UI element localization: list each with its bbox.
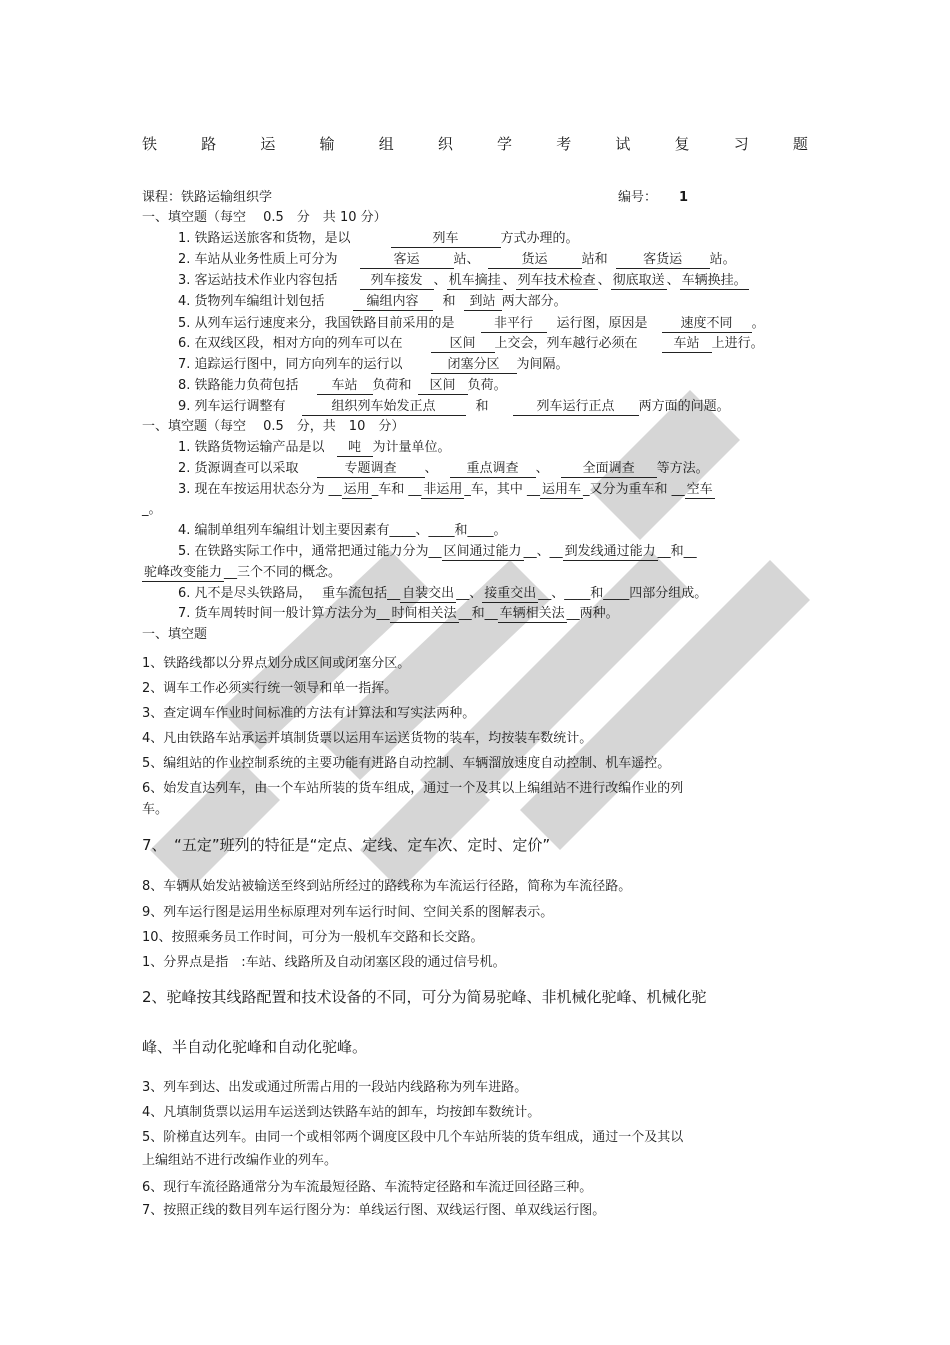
question-p4: 4. 编制单组列车编组计划主要因素有____、____和____。: [178, 523, 507, 538]
answer-blank: 驼峰改变能力: [144, 565, 223, 580]
q-text: 7. 货车周转时间一般计算方法分为__: [178, 606, 390, 621]
q-text: 站和: [581, 252, 608, 267]
answer-blank: 编组内容: [353, 294, 433, 311]
q-text: 3. 客运站技术作业内容包括: [178, 273, 338, 288]
q-text: 、: [535, 461, 549, 476]
statement: 6、始发直达列车，由一个车站所装的货车组成，通过一个及其以上编组站不进行改编作业的列: [142, 781, 684, 796]
q-text: 等方法。: [656, 461, 709, 476]
q-text: 负荷和: [372, 378, 412, 393]
q-text: 两大部分。: [501, 294, 567, 309]
q-text: 5. 从列车运行速度来分，我国铁路目前采用的是: [178, 316, 455, 331]
q-text: 3. 现在车按运用状态分为 __: [178, 482, 342, 497]
statement: 1、分界点是指 :车站、线路所及自动闭塞区段的通过信号机。: [142, 955, 506, 970]
q-text: __和__: [657, 544, 697, 559]
q-text: _车和 __: [371, 482, 422, 497]
q-text: 站、: [453, 252, 480, 267]
question-p1: [178, 439, 451, 457]
q-text: 。: [751, 316, 765, 331]
q-text: 2. 货源调查可以采取: [178, 461, 299, 476]
q-text: __和__: [458, 606, 498, 621]
title-char: 运: [260, 135, 276, 153]
statement: 3、列车到达、出发或通过所需占用的一段站内线路称为列车进路。: [142, 1080, 528, 1095]
title-char: 织: [437, 135, 453, 153]
answer-blank: 货运: [488, 252, 582, 269]
question-6: [178, 335, 764, 353]
code-label: [618, 189, 688, 207]
section-heading-1: 一、填空题（每空 0.5 分 共 10 分）: [142, 210, 387, 225]
q-text: 6. 凡不是尽头铁路局， 重车流包括__: [178, 586, 401, 601]
q-text: 8. 铁路能力负荷包括: [178, 378, 299, 393]
answer-blank: 彻底取送: [612, 273, 665, 288]
q-text: 5. 在铁路实际工作中，通常把通过能力分为__: [178, 544, 442, 559]
answer-blank: 非平行: [481, 316, 547, 333]
question-4: [178, 293, 567, 311]
statement: 峰、半自动化驼峰和自动化驼峰。: [142, 1038, 368, 1056]
answer-blank: 空车: [686, 482, 713, 497]
answer-blank: 区间: [418, 378, 468, 395]
question-1: [178, 230, 579, 248]
question-p5: [178, 543, 697, 561]
answer-blank: 自装交出: [402, 586, 455, 601]
answer-blank: 车站: [317, 378, 373, 395]
q-text: 、: [424, 461, 438, 476]
statement: 5、编组站的作业控制系统的主要功能有进路自动控制、车辆溜放速度自动控制、机车遥控。: [142, 756, 671, 771]
title-char: 输: [319, 135, 335, 153]
q-text: 上进行。: [711, 336, 764, 351]
statement: 5、阶梯直达列车。由同一个或相邻两个调度区段中几个车站所装的货车组成，通过一个及其以: [142, 1130, 684, 1145]
title-char: 复: [674, 135, 690, 153]
q-text: 1. 铁路货物运输产品是以: [178, 440, 325, 455]
q-text: 两方面的问题。: [638, 399, 730, 414]
title-char: 组: [378, 135, 394, 153]
question-9: [178, 398, 730, 416]
answer-blank: 到站: [464, 294, 502, 311]
answer-blank: 列车技术检查: [517, 273, 596, 288]
q-text: 和: [442, 294, 456, 309]
question-7: [178, 356, 569, 374]
question-p2: [178, 460, 709, 478]
title-char: 题: [792, 135, 808, 153]
title-char: 习: [733, 135, 749, 153]
question-p3: [178, 481, 715, 499]
q-text: 站。: [709, 252, 736, 267]
q-text: 上交会，列车越行必须在: [494, 336, 638, 351]
title-char: 考: [556, 135, 572, 153]
statement: 车。: [142, 802, 169, 817]
statement: 2、驼峰按其线路配置和技术设备的不同，可分为简易驼峰、非机械化驼峰、机械化驼: [142, 988, 707, 1006]
q-text: 和: [475, 399, 489, 414]
title-char: 路: [201, 135, 217, 153]
q-text: 1. 铁路运送旅客和货物，是以: [178, 231, 351, 246]
question-p6: [178, 585, 707, 603]
q-text: 6. 在双线区段，相对方向的列车可以在: [178, 336, 403, 351]
title-char: 铁: [142, 135, 158, 153]
answer-blank: 列车: [391, 231, 501, 248]
answer-blank: 车站: [662, 336, 712, 353]
q-text: 为间隔。: [516, 357, 569, 372]
document-title: [142, 133, 808, 154]
q-text: 7. 追踪运行图中，同方向列车的运行以: [178, 357, 403, 372]
answer-blank: 运用车: [541, 482, 581, 497]
statement: 4、凡填制货票以运用车运送到达铁路车站的卸车，均按卸车数统计。: [142, 1105, 541, 1120]
answer-blank: 接重交出: [484, 586, 537, 601]
section-heading-3: 一、填空题: [142, 627, 208, 642]
statement: 上编组站不进行改编作业的列车。: [142, 1153, 338, 1168]
q-text: __、__: [523, 544, 563, 559]
q-text: 为计量单位。: [372, 440, 451, 455]
section-heading-2: 一、填空题（每空 0.5 分，共 10 分）: [142, 419, 405, 434]
code-label-text: 编号：: [618, 190, 658, 205]
statement: 1、铁路线都以分界点划分成区间或闭塞分区。: [142, 656, 411, 671]
question-p5-cont: [142, 564, 341, 582]
statement: 8、车辆从始发站被输送至终到站所经过的路线称为车流运行径路，简称为车流径路。: [142, 879, 632, 894]
statement: 3、查定调车作业时间标准的方法有计算法和写实法两种。: [142, 706, 476, 721]
statement: 2、调车工作必须实行统一领导和单一指挥。: [142, 681, 398, 696]
question-2: [178, 251, 736, 269]
q-text: 、: [597, 273, 611, 288]
answer-blank: 列车运行正点: [513, 399, 639, 416]
answer-blank: 组织列车始发正点: [302, 399, 466, 416]
course-label: 课程：铁路运输组织学: [142, 190, 273, 205]
code-value: 1: [679, 190, 689, 205]
q-text: __三个不同的概念。: [224, 565, 342, 580]
statement: 10、按照乘务员工作时间，可分为一般机车交路和长交路。: [142, 930, 484, 945]
statement: 7、按照正线的数目列车运行图分为：单线运行图、双线运行图、单双线运行图。: [142, 1203, 606, 1218]
q-text: 4. 货物列车编组计划包括: [178, 294, 325, 309]
question-p7: [178, 605, 619, 623]
answer-blank: 全面调查: [561, 461, 657, 478]
answer-blank: 吨: [337, 440, 373, 457]
q-text: 运行图，原因是: [556, 316, 648, 331]
q-text: _又分为重车和 __: [583, 482, 685, 497]
answer-blank: 区间: [431, 336, 495, 353]
answer-blank: 客货运: [616, 252, 710, 269]
answer-blank: 闭塞分区: [431, 357, 517, 374]
answer-blank: 非运用: [423, 482, 463, 497]
answer-blank: 速度不同: [662, 316, 752, 333]
q-text: __、: [456, 586, 483, 601]
answer-blank: 时间相关法: [391, 606, 457, 621]
answer-blank: 运用: [343, 482, 370, 497]
statement: 7、 “五定”班列的特征是“定点、定线、定车次、定时、定价”: [142, 836, 551, 854]
answer-blank: 区间通过能力: [443, 544, 522, 559]
q-text: _车，其中 __: [464, 482, 540, 497]
answer-blank: 列车接发: [360, 273, 434, 290]
q-text: 、: [433, 273, 447, 288]
question-5: [178, 315, 765, 333]
answer-blank: 重点调查: [450, 461, 536, 478]
q-text: __、____和____四部分组成。: [538, 586, 708, 601]
title-char: 试: [615, 135, 631, 153]
q-text: 方式办理的。: [500, 231, 579, 246]
answer-blank: 专题调查: [317, 461, 425, 478]
q-text: 、: [502, 273, 516, 288]
answer-blank: 客运: [360, 252, 454, 269]
statement: 4、凡由铁路车站承运并填制货票以运用车运送货物的装车，均按装车数统计。: [142, 731, 593, 746]
q-text: 、: [666, 273, 680, 288]
q-text: 9. 列车运行调整有: [178, 399, 286, 414]
answer-blank: 车辆换挂。: [681, 273, 747, 288]
title-char: 学: [497, 135, 513, 153]
q-text: __两种。: [566, 606, 619, 621]
question-8: [178, 377, 507, 395]
answer-blank: 到发线通过能力: [564, 544, 656, 559]
answer-blank: 机车摘挂: [448, 273, 501, 288]
question-3: [178, 272, 749, 290]
q-text: 负荷。: [467, 378, 507, 393]
q-text: 2. 车站从业务性质上可分为: [178, 252, 338, 267]
question-p3-cont: _。: [142, 502, 162, 517]
answer-blank: 车辆相关法: [499, 606, 565, 621]
statement: 6、现行车流径路通常分为车流最短径路、车流特定径路和车流迂回径路三种。: [142, 1180, 593, 1195]
statement: 9、列车运行图是运用坐标原理对列车运行时间、空间关系的图解表示。: [142, 905, 554, 920]
